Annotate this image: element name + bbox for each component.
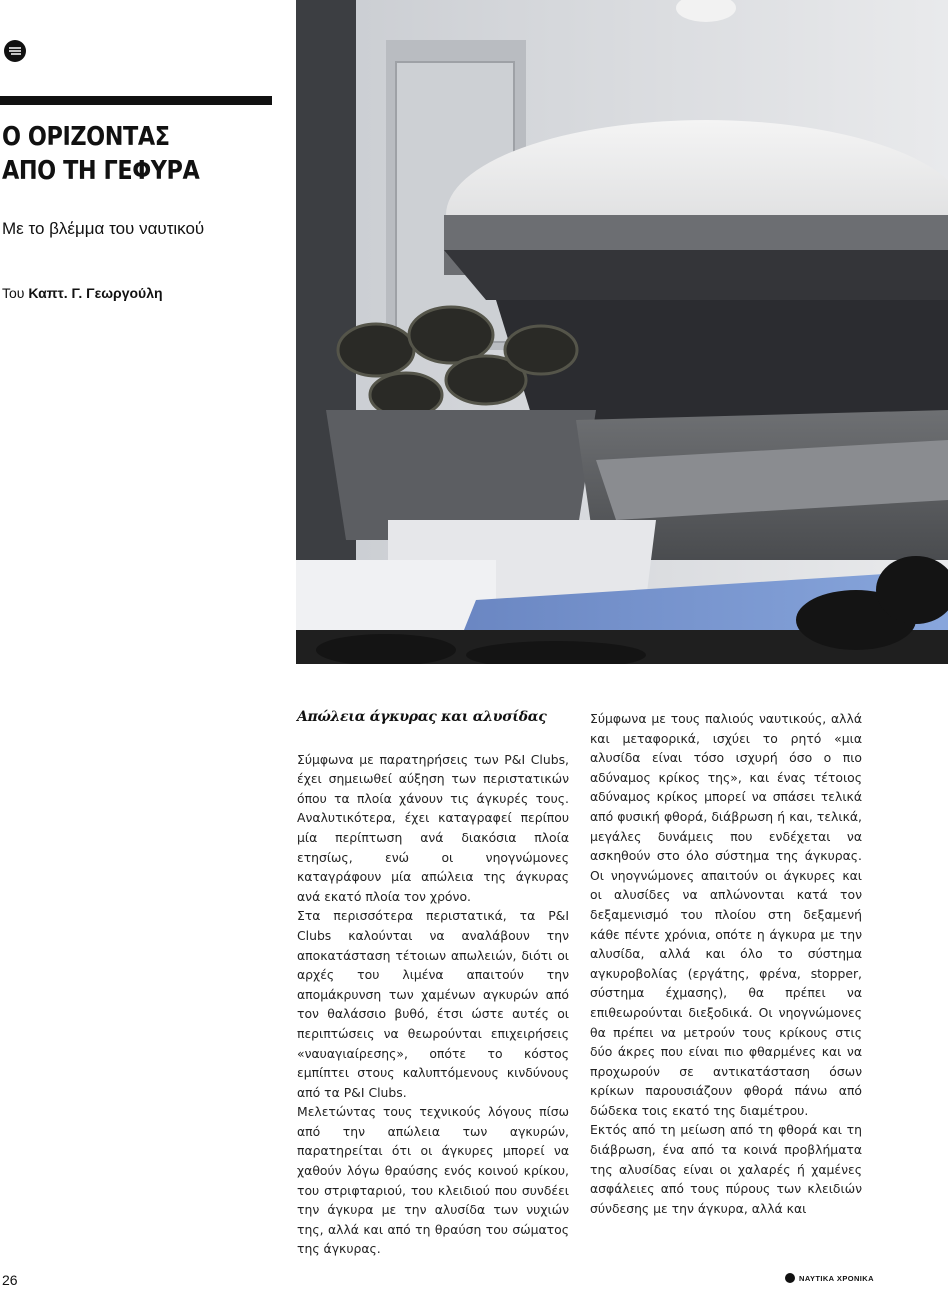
paragraph: Εκτός από τη μείωση από τη φθορά και τη διάβρωση, ένα από τα κοινά προβλήματα της αλυσίδας είναι οι χαλαρές ή χαμένες ασφάλειες από τους πύρους των κλειδιών σύνδεσης με την άγκυρα, αλλά και xyxy=(590,1122,862,1216)
header-rule xyxy=(0,96,272,105)
footer-logo-icon xyxy=(785,1273,795,1283)
footer-brand xyxy=(785,1273,874,1283)
magazine-name: ΝΑΥΤΙΚΑ ΧΡΟΝΙΚΑ xyxy=(799,1273,874,1283)
column-subtitle: Με το βλέμμα του ναυτικού xyxy=(2,219,205,238)
article-column-1 xyxy=(297,708,569,1259)
section-heading: Απώλεια άγκυρας και αλυσίδας xyxy=(297,709,547,725)
paragraph: Στα περισσότερα περιστατικά, τα P&I Clubs καλούνται να αναλάβουν την αποκατάσταση τέτοιων απωλειών, διότι οι αρχές του λιμένα απαιτούν την απομάκρυνση των χαμένων αγκυρών από τον θαλάσσιο βυθό, έτσι ώστε αυτές οι περιπτώσεις να θεωρούνται επιχειρήσεις «ναυαγιαίρεσης», οπότε το κόστος εμπίπτει στους καλυπτόμενους κινδύνους από τα P&I Clubs. xyxy=(297,908,569,1100)
article-column-2 xyxy=(590,709,862,1218)
byline xyxy=(2,285,163,301)
paragraph: Σύμφωνα με τους παλιούς ναυτικούς, αλλά και μεταφορικά, ισχύει το ρητό «μια αλυσίδα είναι τόσο ισχυρή όσο ο πιο αδύναμος κρίκος της», και ένας τέτοιος αδύναμος κρίκος μπορεί να σπάσει τελικά από φυσική φθορά, διάβρωση ή και, τελικά, μεγάλες δυνάμεις που ενδέχεται να ασκηθούν στο όλο σύστημα της άγκυρας. Οι νηογνώμονες απαιτούν οι άγκυρες και οι αλυσίδες να απλώνονται κατά τον δεξαμενισμό του πλοίου στη δεξαμενή κάθε πέντε χρόνια, οπότε η άγκυρα με την αλυσίδα, αλλά και όλο το σύστημα αγκυροβολίας (εργάτης, φρένα, stopper, σύστημα έχμασης), θα πρέπει να επιθεωρούνται διεξοδικά. Οι νηογνώμονες θα πρέπει να μετρούν τους κρίκους στις δύο άκρες που είναι πιο φθαρμένες και να προχωρούν σε αντικατάσταση όσων κρίκων παρουσιάζουν φθορά πάνω από δώδεκα τοις εκατό της διαμέτρου. xyxy=(590,711,862,1118)
byline-prefix: Του xyxy=(2,285,29,301)
column-title: Ο ΟΡΙΖΟΝΤΑΣ ΑΠΟ ΤΗ ΓΕΦΥΡΑ xyxy=(2,122,200,186)
page-number: 26 xyxy=(2,1272,18,1288)
paragraph: Σύμφωνα με παρατηρήσεις των P&I Clubs, έχει σημειωθεί αύξηση των περιστατικών όπου τα πλοία χάνουν τις άγκυρές τους. Αναλυτικότερα, έχει καταγραφεί περίπου μία περίπτωση ανά διακόσια πλοία ετησίως, ενώ οι νηογνώμονες καταγράφουν μία απώλεια της άγκυρας ανά εκατό πλοία τον χρόνο. xyxy=(297,751,569,904)
byline-author: Καπτ. Γ. Γεωργούλη xyxy=(28,285,163,301)
paragraph: Μελετώντας τους τεχνικούς λόγους πίσω από την απώλεια των αγκυρών, παρατηρείται ότι οι άγκυρες μπορεί να χαθούν λόγω θραύσης ενός κοινού κρίκου, του στριφταριού, του κλειδιού που συνδέει την άγκυρα με την αλυσίδα των νυχιών της, αλλά και από τη θραύση του σώματος της άγκυρας. xyxy=(297,1104,569,1257)
magazine-logo-icon xyxy=(4,40,26,62)
ship-anchor-windlass-photo xyxy=(296,0,948,664)
